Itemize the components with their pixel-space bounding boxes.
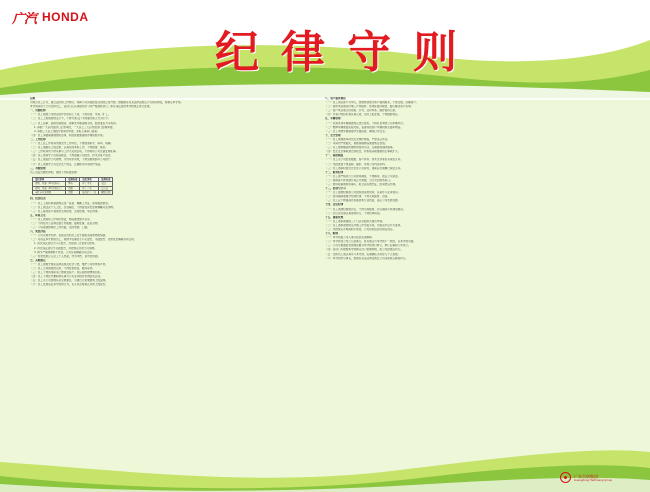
text-line: （一）员工上班时间须按规定统一着装，佩戴工作证，保持服装整洁。 xyxy=(30,201,111,205)
text-line: （一）员工须以客户为中心，热情周到地为客户提供服务，不得怠慢、顶撞客户。 xyxy=(325,101,419,105)
section-heading: 一、出勤纪律 xyxy=(30,109,46,113)
text-line: （三）下班前须整理好工作台面，关闭电源、门窗。 xyxy=(30,226,90,230)
text-line: （二）会议决议须认真贯彻执行，不得阳奉阴违。 xyxy=(325,211,383,215)
text-line: （二）员工须服从上级安排，认真完成本职工作，不得推诿、拖延。 xyxy=(30,146,108,150)
text-line: （一）员工离职须提前三十日以书面形式提出申请。 xyxy=(325,219,385,223)
text-line: （三）员工应不断提高自身素质和专业技能，适应公司发展需要。 xyxy=(325,199,401,203)
text-line: （三）费用报销须如实填写，附合法有效凭证，经审批后办理。 xyxy=(325,182,398,186)
text-line: （二）员工之间须团结互助，不得拉帮结派、搬弄是非。 xyxy=(30,267,95,270)
table-row xyxy=(33,186,113,190)
text-line: （五）全体员工须认真学习本守则，签署确认书并存入个人档案。 xyxy=(325,252,401,256)
text-line: （三）员工不得利用职务之便收受客户、供应商的财物或回扣。 xyxy=(30,271,103,275)
text-line: （三）奖惩结果记入员工个人档案，作为考核、晋升的依据。 xyxy=(30,254,101,258)
section-heading: 六、奖惩办法 xyxy=(30,230,46,234)
text-line: 3. 情节严重或屡教不改者，公司有权解除劳动合同。 xyxy=(34,250,95,254)
text-line: （六）员工须遵守公司安全生产规定，正确使用劳动防护用品。 xyxy=(30,162,103,166)
text-line: （二）接听电话须在铃响三声内接听，使用标准问候语，耐心解答客户咨询。 xyxy=(325,105,414,109)
section-heading: 十三、培训与学习 xyxy=(325,187,346,191)
section-heading: 十、安全管理 xyxy=(325,133,341,137)
page-title: 纪律守则 xyxy=(215,27,479,78)
right-column xyxy=(325,97,625,469)
text-line: （六）员工发现违反本守则的行为，有义务及时制止并向上级报告。 xyxy=(30,283,108,287)
text-line: （三）员工因事、因病需请假者，须事先办理请假手续，经批准后方可离岗。 xyxy=(30,121,119,125)
group-logo-icon xyxy=(560,472,571,483)
table-cell: 警告 xyxy=(66,182,80,186)
text-line: 1. 首次违反者给予口头警告，并由部门主管进行教育。 xyxy=(34,242,97,246)
left-text-block xyxy=(30,97,312,175)
table-cell: 记大过 xyxy=(99,186,113,190)
text-line: （一）试乘试驾车辆须按规定登记使用，不得私自驾驶公司车辆外出。 xyxy=(325,121,406,125)
text-line: （一）员工对公司经营数据、客户资料、技术文件等负有保密义务。 xyxy=(325,158,403,162)
table-cell: 连续旷工三天 xyxy=(80,191,99,195)
section-heading: 总则 xyxy=(30,97,36,100)
text-line: （四）对客户的投诉须认真记录，及时上报处理，不得推卸责任。 xyxy=(325,113,401,117)
text-line: （二）不得在办公区域及展厅内吸烟、随地吐痰、乱扔杂物。 xyxy=(30,221,101,225)
brand-logo xyxy=(12,9,89,25)
text-line: 本守则适用于公司全体员工，各部门应认真组织学习并严格遵照执行，如有违反者按本守则规定进行处理。 xyxy=(30,105,152,109)
attendance-table xyxy=(32,177,113,196)
text-line: （一）员工须按公司规定的作息时间上下班，不得迟到、早退、旷工。 xyxy=(30,113,111,117)
table-header-cell: 违纪事项 xyxy=(80,177,99,181)
section-heading: 十一、保密制度 xyxy=(325,154,344,158)
text-line: 为规范员工行为，建立良好的工作秩序，保障公司各项经营活动的正常开展，根据国家有关法律法规及公司实际情况，特制定本守则。 xyxy=(30,101,184,105)
text-line: （一）本守则由公司人事行政部负责解释。 xyxy=(325,236,375,240)
table-cell: 罚款 xyxy=(66,191,80,195)
text-line: （二）员工须注意个人卫生，仪容端庄，不得留怪异发型或佩戴夸张饰物。 xyxy=(30,205,116,209)
section-heading: 八、客户服务规范 xyxy=(325,97,346,100)
section-heading: 三、考勤处理 xyxy=(30,166,46,170)
text-line: 2. 请假三天以上须经分管领导审批，并报人事部门备案。 xyxy=(34,129,100,133)
right-text-block xyxy=(325,97,625,261)
text-line: 1. 请假一天以内由部门主管审批，一天以上三天以内由部门经理审批。 xyxy=(34,125,116,129)
text-line: （四）员工须保守公司商业秘密，不得泄露公司经营、技术及客户信息。 xyxy=(30,154,113,158)
text-line: （二）未经批准不得复制、摘抄、带离公司内部资料。 xyxy=(325,162,388,166)
text-line: （六）本守则未尽事宜，按国家有关法律法规及公司其他规章制度执行。 xyxy=(325,256,408,260)
left-text-block-continued xyxy=(30,197,312,287)
table-cell: 罚款 xyxy=(66,186,80,190)
text-line: （一）员工须熟悉本岗位安全操作规程，严禁违章作业。 xyxy=(325,137,390,141)
text-line: （一）员工须保持工作场所整洁，物品摆放整齐有序。 xyxy=(30,217,93,221)
group-badge-text xyxy=(574,474,612,482)
text-line: 员工违反出勤纪律的，按照下列标准处理： xyxy=(30,170,80,174)
text-line: （三）员工接待客户须使用文明用语，态度热情，举止得体。 xyxy=(30,209,101,213)
text-line: （三）员工须掌握消防器材的使用方法，定期参加消防演练。 xyxy=(325,146,396,150)
text-line: （一）员工须遵守国家法律法规及社会公德，维护公司形象和声誉。 xyxy=(30,262,108,266)
text-line: （一）员工须严格执行公司财务制度，不得挪用、侵占公司资金。 xyxy=(325,174,401,178)
section-heading: 四、仪容仪表 xyxy=(30,197,46,201)
table-cell: 旷工一天 xyxy=(80,186,99,190)
text-line: （四）员工不得在外兼职或从事与公司业务相竞争的经营活动。 xyxy=(30,275,103,279)
text-line: （二）维修车辆须按流程交接，妥善保管客户车辆钥匙及随车物品。 xyxy=(325,125,403,129)
text-line: （五）员工对公司管理有意见或建议，可通过正常渠道向上级反映。 xyxy=(30,279,108,283)
table-header-cell: 处理标准 xyxy=(99,177,113,181)
text-line: （二）员工上班须按规定打卡，不得代他人打卡或委托他人代为打卡。 xyxy=(30,117,111,121)
text-line: （四）各部门可根据本守则制定部门管理细则，报公司批准后执行。 xyxy=(325,248,403,252)
text-line: （一）公司对遵守纪律、表现突出的员工给予通报表扬或物质奖励。 xyxy=(30,234,108,238)
text-line: （二）本守则自公布之日起施行，原有规定与本守则不一致的，以本守则为准。 xyxy=(325,240,416,244)
section-heading: 七、其他规定 xyxy=(30,258,46,262)
text-line: （二）员工离职须按规定办理工作交接手续，交接完毕后方可离岗。 xyxy=(325,223,403,227)
text-line: （二）对违反本守则的员工，视情节轻重给予口头警告、书面警告、罚款直至解除劳动合同。 xyxy=(30,238,137,242)
table-header-cell: 处理标准 xyxy=(66,177,80,181)
text-line: 2. 再次违反者给予书面警告，并按规定扣罚当月绩效。 xyxy=(34,246,97,250)
text-line: （二）培训期间须遵守培训纪律，不得无故缺席、迟到。 xyxy=(325,195,390,199)
left-column xyxy=(30,97,312,469)
group-name-en: Guangdong HeChuang Group xyxy=(574,478,613,482)
text-line: （二）收取客户款项须开具正式票据，当日交回财务部门。 xyxy=(325,178,393,182)
text-line: （三）工作时间内不得从事与工作无关的活动，不得利用公司设备处理私事。 xyxy=(30,150,119,154)
section-heading: 二、工作纪律 xyxy=(30,137,46,141)
text-line: （三）公司可根据经营管理需要对本守则进行修订，修订后重新公布执行。 xyxy=(325,244,411,248)
text-line: （三）员工驾驶车辆须遵守交通法规，确保行车安全。 xyxy=(325,129,388,133)
table-cell: 迟到、早退（15分钟内） xyxy=(33,182,66,186)
table-cell: 旷工半天 xyxy=(80,182,99,186)
section-heading: 十五、离职管理 xyxy=(325,215,344,219)
text-line: （二）车间内严禁烟火，易燃易爆物品须按规定存放。 xyxy=(325,142,388,146)
text-line: （三）客户来店须主动迎接、引导，及时奉茶，做好接待记录。 xyxy=(325,109,398,113)
table-cell: 记过 xyxy=(99,182,113,186)
text-line: （四）发生安全事故须立即报告，并积极采取措施防止事故扩大。 xyxy=(325,150,401,154)
section-heading: 十六、附则 xyxy=(325,232,338,236)
section-heading: 五、环境卫生 xyxy=(30,213,46,217)
table-cell: 解除合同 xyxy=(99,191,113,195)
table-cell: 迟到、早退（15分钟以上） xyxy=(33,186,66,190)
section-heading: 十四、会议纪律 xyxy=(325,203,344,207)
table-row xyxy=(33,191,113,195)
table-header-cell: 违纪事项 xyxy=(33,177,66,181)
text-line: （三）未按规定办理离职手续者，公司将依法追究相关责任。 xyxy=(325,228,396,231)
section-heading: 九、车辆管理 xyxy=(325,117,341,121)
table-row xyxy=(33,182,113,186)
section-heading: 十二、财务纪律 xyxy=(325,170,344,174)
text-line: （一）员工在工作时间内须坚守工作岗位，不得擅离职守、串岗、闲聊。 xyxy=(30,142,113,146)
text-line: （一）员工须按时参加会议，不得无故缺席，会议期间手机调至静音。 xyxy=(325,207,406,211)
group-badge xyxy=(560,472,612,483)
group-name-cn: 广东合创集团 xyxy=(574,473,598,479)
logo-text: HONDA xyxy=(42,10,89,24)
text-line: （五）员工须爱护公司财物，节约用水用电，不得浪费或损坏公司财产。 xyxy=(30,158,113,162)
text-line: （一）员工须按时参加公司组织的各类培训，认真学习业务知识。 xyxy=(325,191,401,195)
text-line: （三）员工离职时须交还全部公司资料，离职后仍须履行保密义务。 xyxy=(325,166,403,170)
text-line: （四）员工请假期满须按时返岗，如需续假须提前办理续假手续。 xyxy=(30,133,106,137)
logo-mark: 广汽 xyxy=(12,11,37,27)
table-cell: 未打卡且无说明 xyxy=(33,191,66,195)
